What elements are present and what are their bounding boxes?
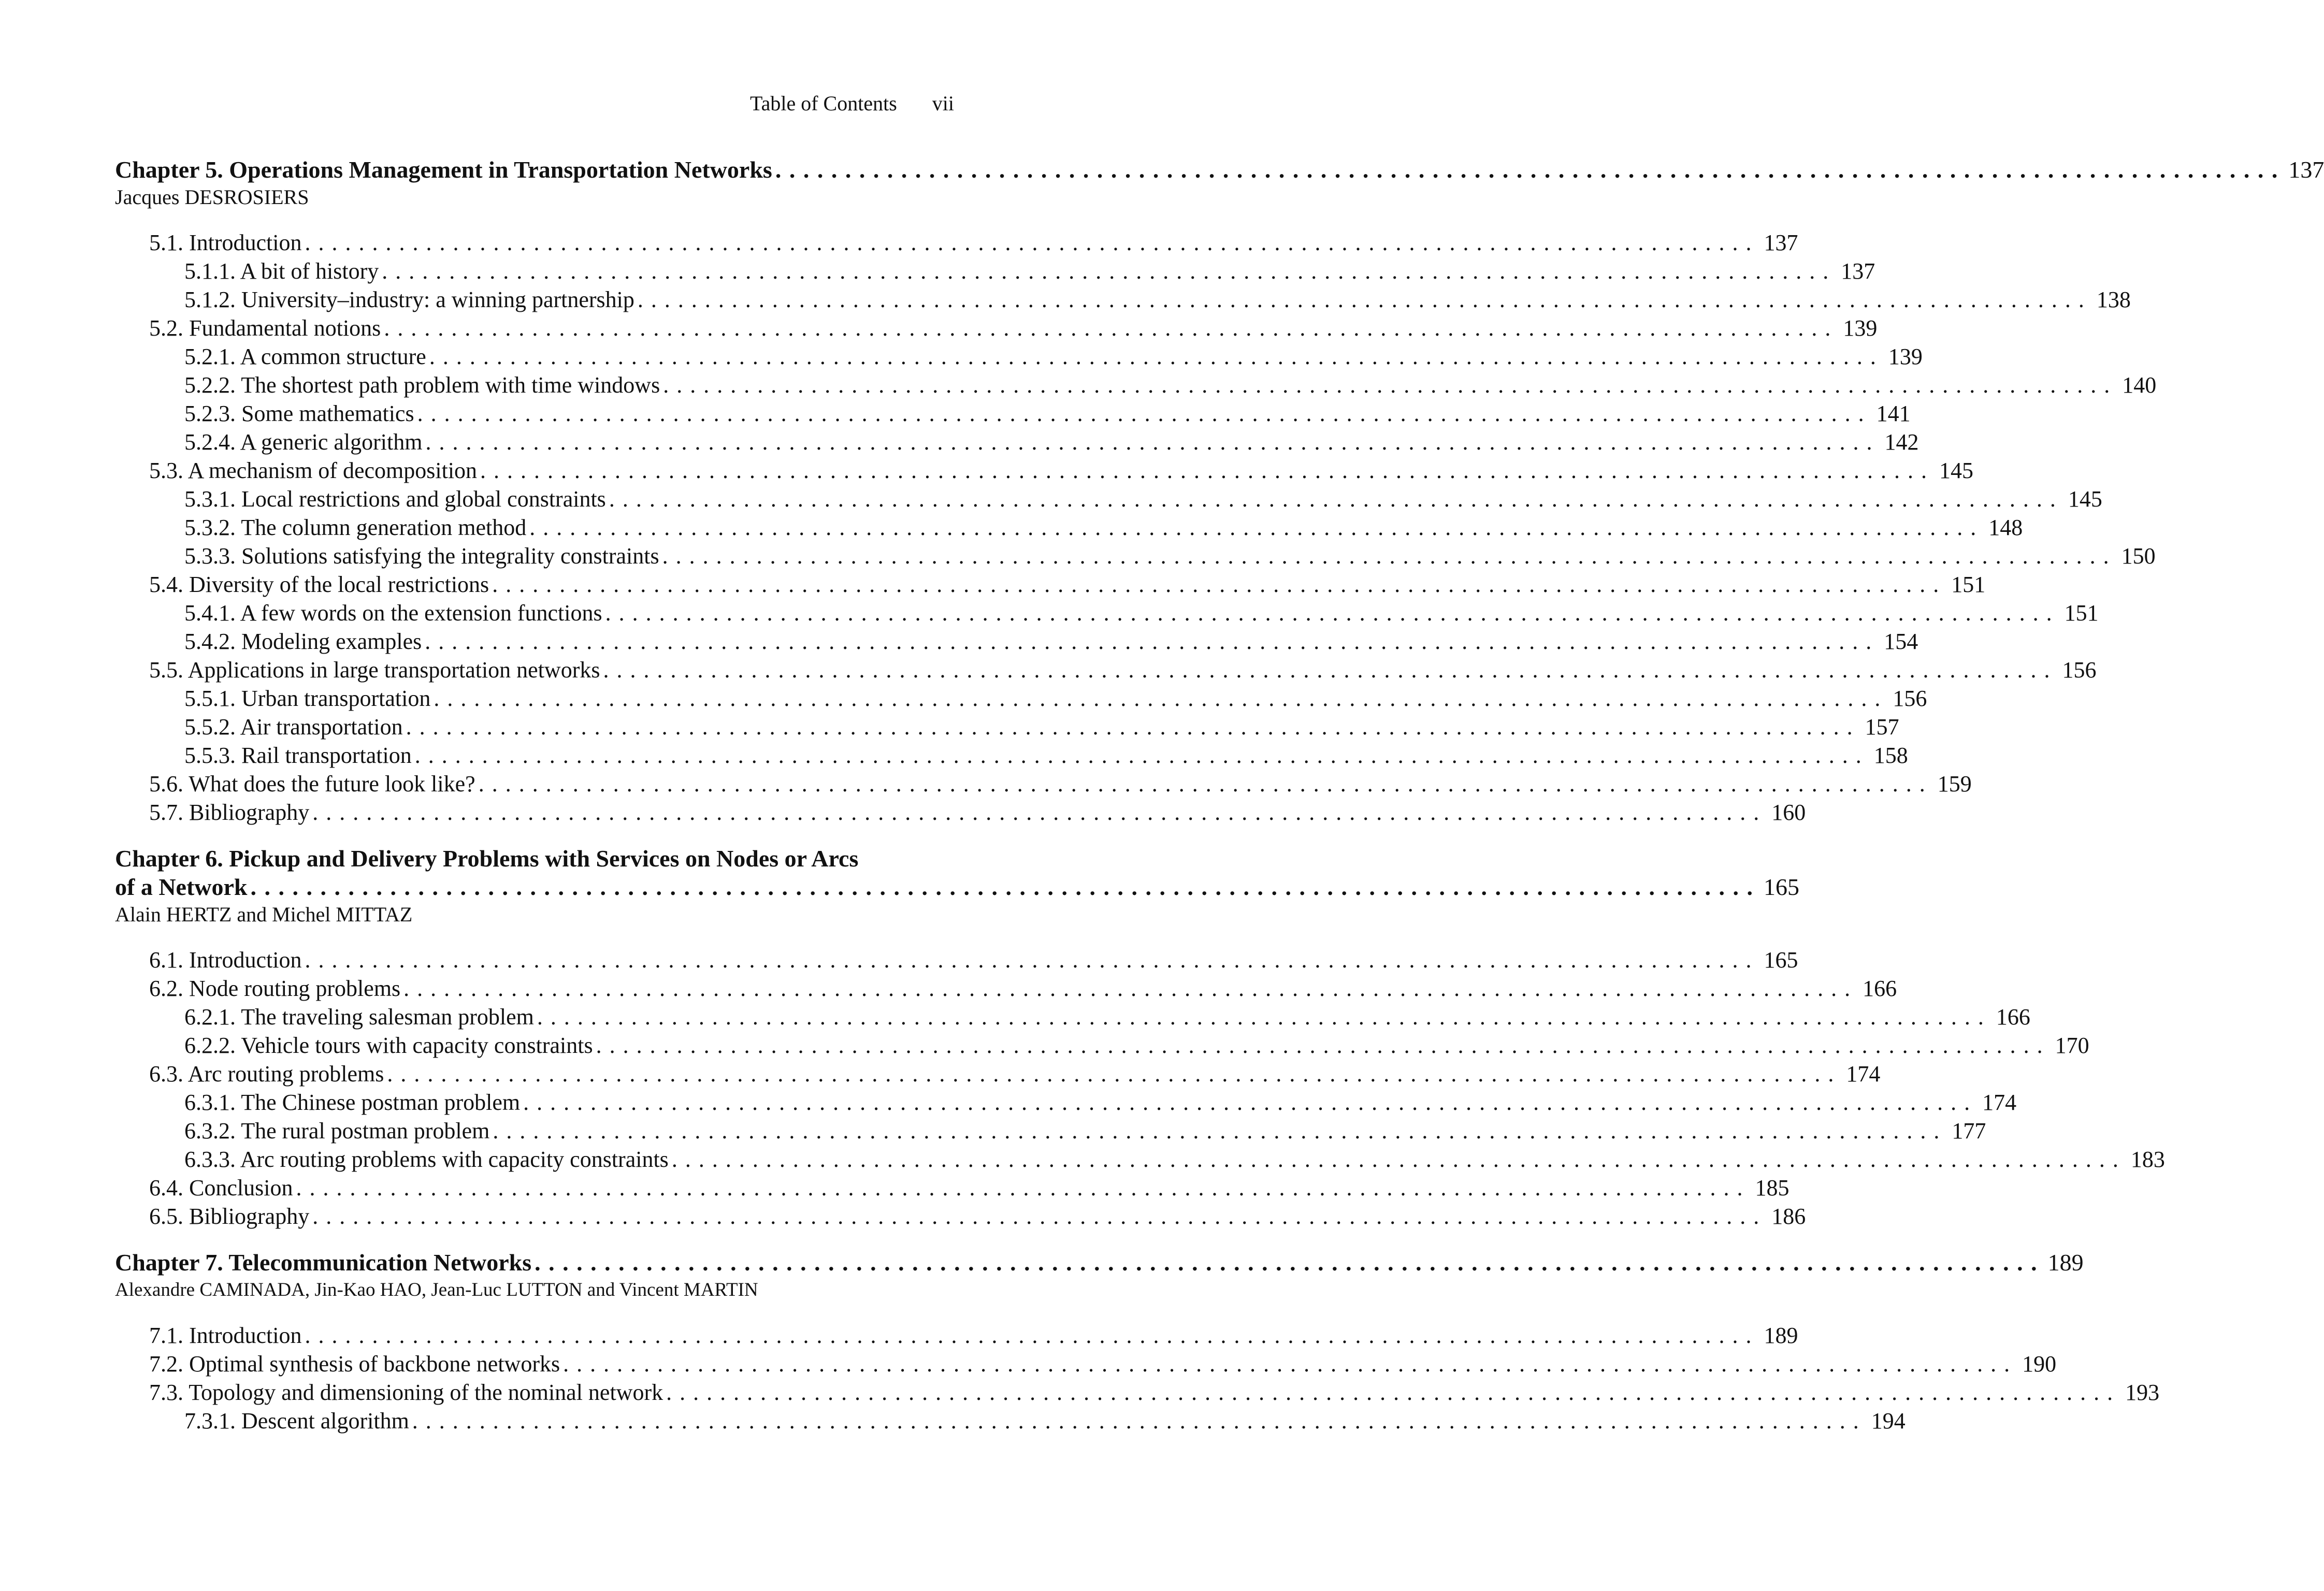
entry-page-number: 139 (1843, 315, 1878, 341)
entry-page-number: 193 (2125, 1380, 2160, 1405)
dot-leader (400, 974, 1860, 1003)
entry-title: 5.2.3. Some mathematics (184, 401, 414, 426)
entry-title: 6.2.2. Vehicle tours with capacity constraints (184, 1033, 593, 1058)
dot-leader (381, 314, 1841, 342)
entry-title: 5.3.2. The column generation method (184, 515, 527, 540)
toc-subsection-entry[interactable] (115, 371, 2157, 399)
entry-page-number: 138 (2096, 287, 2131, 312)
dot-leader (475, 770, 1936, 798)
entry-title: 6.4. Conclusion (149, 1175, 293, 1201)
entry-title: 5.1.2. University–industry: a winning partnership (184, 287, 634, 312)
entry-title: 5.5.1. Urban transportation (184, 686, 431, 711)
entry-page-number: 156 (2062, 657, 2097, 683)
toc-subsection-entry[interactable] (115, 485, 2102, 513)
entry-title: 7.3.1. Descent algorithm (184, 1408, 409, 1434)
entry-page-number: 174 (1982, 1090, 2017, 1115)
entry-title: 5.2.4. A generic algorithm (184, 429, 423, 455)
dot-leader (593, 1031, 2053, 1060)
dot-leader (412, 741, 1872, 770)
entry-title: 5.3.1. Local restrictions and global constraints (184, 486, 606, 512)
toc-subsection-entry[interactable] (115, 285, 2131, 314)
dot-leader (526, 513, 1986, 542)
entry-page-number: 142 (1884, 429, 1919, 455)
chapter-heading[interactable] (115, 873, 1799, 901)
entry-title: 7.1. Introduction (149, 1323, 302, 1348)
toc-section-entry[interactable] (115, 1060, 1881, 1088)
toc-subsection-entry[interactable] (115, 713, 1899, 741)
toc-subsection-entry[interactable] (115, 428, 1919, 456)
entry-page-number: 177 (1952, 1118, 1986, 1144)
entry-title: 5.1. Introduction (149, 230, 302, 255)
dot-leader (489, 1117, 1950, 1145)
toc-section-entry[interactable] (115, 1378, 2160, 1407)
entry-title: 6.3. Arc routing problems (149, 1061, 384, 1087)
dot-leader (422, 428, 1882, 456)
toc-subsection-entry[interactable] (115, 542, 2156, 570)
entry-page-number: 151 (1951, 572, 1986, 597)
dot-leader (660, 371, 2120, 399)
toc-subsection-entry[interactable] (115, 257, 1875, 285)
dot-leader (634, 285, 2095, 314)
entry-page-number: 156 (1893, 686, 1927, 711)
dot-leader (302, 1321, 1762, 1350)
entry-page-number: 137 (1764, 230, 1798, 255)
dot-leader (560, 1350, 2020, 1378)
entry-title: 6.5. Bibliography (149, 1204, 310, 1229)
entry-title: 5.5.3. Rail transportation (184, 743, 412, 768)
toc-subsection-entry[interactable] (115, 1003, 2030, 1031)
entry-page-number: 174 (1846, 1061, 1881, 1087)
running-header-page-number: vii (932, 92, 954, 115)
entry-title: 5.7. Bibliography (149, 800, 310, 825)
toc-chapter (115, 155, 2324, 827)
dot-leader (477, 456, 1937, 485)
dot-leader (520, 1088, 1980, 1117)
dot-leader (669, 1145, 2129, 1174)
dot-leader (426, 342, 1886, 371)
dot-leader (293, 1174, 1753, 1202)
dot-leader (534, 1003, 1994, 1031)
chapter-heading-line: Chapter 6. Pickup and Delivery Problems with Services on Nodes or Arcs (115, 845, 859, 872)
dot-leader (248, 873, 1764, 901)
toc-section-entry[interactable] (115, 456, 1974, 485)
dot-leader (602, 599, 2062, 627)
toc-subsection-entry[interactable] (115, 627, 1918, 656)
dot-leader (659, 542, 2119, 570)
dot-leader (489, 570, 1949, 599)
dot-leader (403, 713, 1863, 741)
toc-section-entry[interactable] (115, 656, 2097, 684)
toc-chapter (115, 1248, 2160, 1435)
toc-subsection-entry[interactable] (115, 399, 1911, 428)
entry-title: 5.3.3. Solutions satisfying the integrality constraints (184, 543, 659, 569)
entry-title: 7.2. Optimal synthesis of backbone networks (149, 1351, 560, 1377)
dot-leader (309, 1202, 1769, 1231)
chapter-title: Chapter 5. Operations Management in Transportation Networks (115, 156, 772, 183)
chapter-authors: Alain HERTZ and Michel MITTAZ (115, 903, 413, 926)
toc-section-entry[interactable] (115, 946, 1798, 974)
dot-leader (600, 656, 2060, 684)
dot-leader (606, 485, 2066, 513)
chapter-authors: Jacques DESROSIERS (115, 185, 309, 209)
entry-page-number: 145 (1939, 458, 1974, 483)
dot-leader (309, 798, 1769, 827)
entry-title: 5.2. Fundamental notions (149, 315, 381, 341)
chapter-page-number: 165 (1764, 874, 1799, 900)
table-of-contents (115, 155, 2324, 1453)
chapter-title: Chapter 7. Telecommunication Networks (115, 1249, 532, 1276)
entry-title: 5.4. Diversity of the local restrictions (149, 572, 489, 597)
chapter-heading[interactable] (115, 1248, 2084, 1277)
entry-title: 5.1.1. A bit of history (184, 258, 379, 284)
toc-subsection-entry[interactable] (115, 513, 2023, 542)
entry-page-number: 157 (1865, 714, 1899, 740)
dot-leader (302, 946, 1762, 974)
chapter-authors: Alexandre CAMINADA, Jin-Kao HAO, Jean-Luc LUTTON and Vincent MARTIN (115, 1279, 758, 1300)
entry-page-number: 140 (2122, 372, 2157, 398)
toc-section-entry[interactable] (115, 974, 1897, 1003)
entry-page-number: 159 (1937, 771, 1972, 797)
entry-page-number: 145 (2068, 486, 2102, 512)
toc-subsection-entry[interactable] (115, 342, 1923, 371)
dot-leader (409, 1407, 1869, 1435)
toc-subsection-entry[interactable] (115, 1407, 1906, 1435)
dot-leader (430, 684, 1890, 713)
toc-section-entry[interactable] (115, 1174, 1789, 1202)
running-header-title: Table of Contents (749, 92, 897, 115)
toc-subsection-entry[interactable] (115, 1145, 2165, 1174)
entry-title: 6.3.3. Arc routing problems with capacity constraints (184, 1147, 669, 1172)
entry-page-number: 154 (1884, 629, 1918, 654)
entry-title: 5.4.2. Modeling examples (184, 629, 422, 654)
entry-page-number: 170 (2055, 1033, 2089, 1058)
entry-page-number: 158 (1873, 743, 1908, 768)
dot-leader (302, 228, 1762, 257)
toc-section-entry[interactable] (115, 570, 1986, 599)
entry-title: 7.3. Topology and dimensioning of the nominal network (149, 1380, 663, 1405)
entry-title: 6.1. Introduction (149, 947, 302, 973)
toc-chapter (115, 844, 2165, 1231)
entry-title: 5.5.2. Air transportation (184, 714, 403, 740)
toc-section-entry[interactable] (115, 770, 1972, 798)
toc-section-entry[interactable] (115, 228, 1798, 257)
entry-title: 5.4.1. A few words on the extension functions (184, 600, 602, 626)
dot-leader (422, 627, 1882, 656)
entry-title: 6.3.1. The Chinese postman problem (184, 1090, 521, 1115)
entry-page-number: 137 (1841, 258, 1875, 284)
toc-subsection-entry[interactable] (115, 1088, 2017, 1117)
entry-page-number: 150 (2121, 543, 2156, 569)
dot-leader (379, 257, 1839, 285)
entry-page-number: 151 (2064, 600, 2099, 626)
entry-page-number: 189 (1764, 1323, 1798, 1348)
entry-title: 5.5. Applications in large transportation networks (149, 657, 600, 683)
entry-page-number: 165 (1764, 947, 1798, 973)
entry-page-number: 186 (1771, 1204, 1806, 1229)
dot-leader (414, 399, 1874, 428)
entry-page-number: 148 (1988, 515, 2023, 540)
toc-section-entry[interactable] (115, 314, 1878, 342)
toc-subsection-entry[interactable] (115, 741, 1908, 770)
entry-page-number: 183 (2130, 1147, 2165, 1172)
chapter-page-number: 189 (2047, 1249, 2084, 1276)
running-header (750, 91, 954, 116)
entry-title: 6.2.1. The traveling salesman problem (184, 1004, 534, 1030)
toc-section-entry[interactable] (115, 1350, 2057, 1378)
entry-page-number: 139 (1888, 344, 1923, 369)
entry-page-number: 166 (1996, 1004, 2030, 1030)
entry-title: 6.3.2. The rural postman problem (184, 1118, 490, 1144)
toc-subsection-entry[interactable] (115, 1031, 2089, 1060)
entry-title: 5.3. A mechanism of decomposition (149, 458, 478, 483)
entry-title: 5.6. What does the future look like? (149, 771, 475, 797)
chapter-page-number: 137 (2288, 156, 2324, 183)
entry-title: 5.2.2. The shortest path problem with time windows (184, 372, 660, 398)
entry-page-number: 141 (1876, 401, 1911, 426)
dot-leader (663, 1378, 2123, 1407)
chapter-title: of a Network (115, 874, 248, 900)
toc-subsection-entry[interactable] (115, 684, 1927, 713)
toc-section-entry[interactable] (115, 798, 1806, 827)
dot-leader (384, 1060, 1844, 1088)
entry-page-number: 194 (1871, 1408, 1906, 1434)
toc-subsection-entry[interactable] (115, 1117, 1986, 1145)
entry-title: 5.2.1. A common structure (184, 344, 426, 369)
entry-page-number: 190 (2022, 1351, 2057, 1377)
entry-title: 6.2. Node routing problems (149, 976, 401, 1001)
toc-section-entry[interactable] (115, 1202, 1806, 1231)
toc-subsection-entry[interactable] (115, 599, 2099, 627)
entry-page-number: 185 (1755, 1175, 1789, 1201)
entry-page-number: 160 (1771, 800, 1806, 825)
chapter-heading[interactable] (115, 155, 2324, 184)
toc-section-entry[interactable] (115, 1321, 1798, 1350)
entry-page-number: 166 (1863, 976, 1897, 1001)
dot-leader (531, 1248, 2047, 1277)
dot-leader (772, 155, 2288, 184)
